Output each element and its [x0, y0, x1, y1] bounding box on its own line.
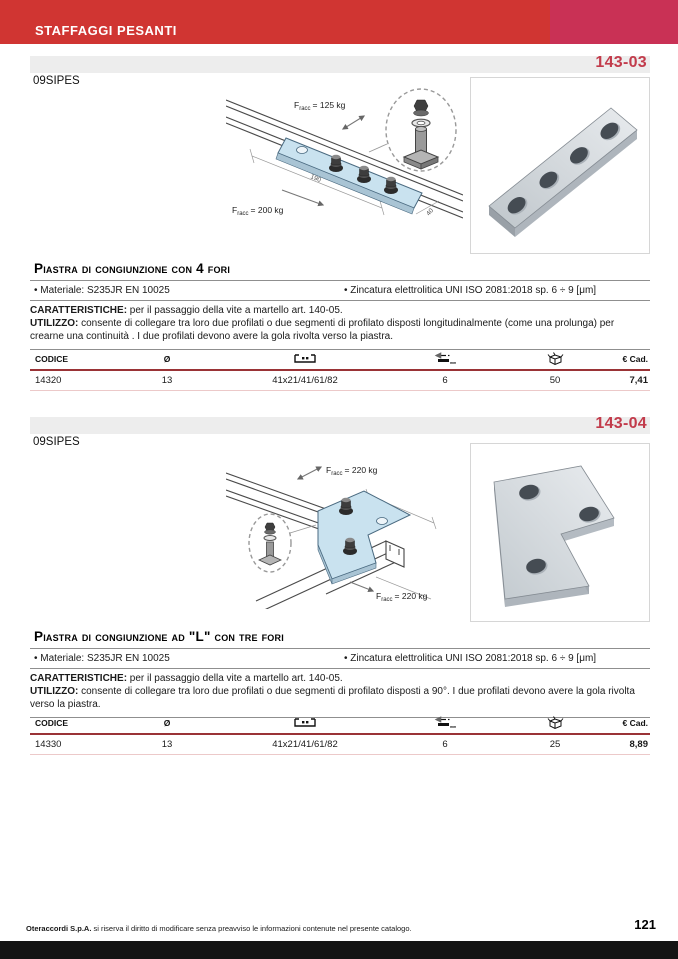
coating-spec: • Zincatura elettrolitica UNI ISO 2081:2018 sp. 6 ÷ 9 [μm]: [344, 653, 597, 664]
spec-table-header: [30, 712, 650, 735]
caratteristiche-line: CARATTERISTICHE: per il passaggio della vite a martello art. 140-05.: [30, 305, 343, 316]
cell-profile: 41x21/41/61/82: [272, 739, 338, 750]
dim-width-label: 40: [425, 207, 436, 218]
material-row: [30, 283, 650, 301]
cell-pack: 50: [549, 375, 561, 386]
spec-table-header: [30, 348, 650, 371]
company-name: Oteraccordi S.p.A.: [26, 924, 92, 933]
product-section-143-03: [0, 56, 678, 406]
family-code: 09SIPES: [33, 75, 80, 87]
header-bar: [0, 0, 678, 44]
cell-thickness: 6: [442, 739, 448, 750]
svg-text:mm: mm: [450, 725, 456, 729]
material-spec: • Materiale: S235JR EN 10025: [34, 653, 170, 664]
product-photo-l-plate: [471, 444, 649, 621]
col-codice: CODICE: [35, 353, 69, 364]
cell-diameter: 13: [161, 375, 173, 386]
cell-thickness: 6: [442, 375, 448, 386]
cell-pack: 25: [549, 739, 561, 750]
l-connection-plate: [318, 491, 410, 579]
description-block: [30, 302, 650, 350]
plate-hole: [297, 147, 308, 154]
load-label-bottom: $F_{racc} = 200$ kg: [232, 205, 284, 217]
bolt-detail: [404, 100, 438, 169]
bolt-detail: [259, 523, 281, 565]
package-box-icon: [547, 351, 564, 366]
plate-hole: [377, 518, 388, 525]
footer-disclaimer: Oteraccordi S.p.A. si riserva il diritto di modificare senza preavviso le informazioni contenute nel presente catalogo.: [26, 924, 412, 933]
col-price: € Cad.: [622, 353, 648, 364]
cell-codice: 14320: [35, 375, 62, 386]
technical-drawing-l-plate: [226, 449, 463, 609]
product-title: Piastra di congiunzione con 4 fori: [30, 261, 650, 281]
product-title: Piastra di congiunzione ad "L" con tre fori: [30, 629, 650, 649]
spec-table: [30, 348, 650, 391]
svg-text:mm: mm: [450, 361, 456, 365]
rail-lines: [226, 473, 398, 609]
article-ref: 143-04: [595, 415, 647, 432]
cell-diameter: 13: [161, 739, 173, 750]
bottom-black-bar: [0, 941, 678, 959]
material-row: [30, 651, 650, 669]
profile-section-icon: [293, 352, 317, 365]
thickness-icon: [434, 352, 456, 365]
product-photo-box: [470, 443, 650, 622]
load-label-bottom: $F_{racc} = 220$ kg: [376, 591, 428, 603]
product-photo-4-hole-plate: [471, 78, 649, 253]
cell-price: 8,89: [629, 739, 648, 750]
channel-end-face: [386, 541, 404, 567]
cell-price: 7,41: [629, 375, 648, 386]
product-photo-box: [470, 77, 650, 254]
col-price: € Cad.: [622, 717, 648, 728]
cell-profile: 41x21/41/61/82: [272, 375, 338, 386]
coating-spec: • Zincatura elettrolitica UNI ISO 2081:2018 sp. 6 ÷ 9 [μm]: [344, 285, 597, 296]
product-section-143-04: [0, 417, 678, 767]
col-codice: CODICE: [35, 717, 69, 728]
article-ref: 143-03: [595, 54, 647, 71]
package-box-icon: [547, 715, 564, 730]
thickness-icon: [434, 716, 456, 729]
col-diameter: Ø: [163, 353, 171, 364]
utilizzo-line: UTILIZZO: consente di collegare tra loro due profilati o due segmenti di profilato disposti longitudinalmente (come una prolunga) per crearne una continuità . I due profilati devono avere la gola rivolta verso la piastra.: [30, 318, 615, 342]
family-code: 09SIPES: [33, 436, 80, 448]
table-row: [30, 371, 650, 391]
header-accent-block: [550, 0, 678, 44]
utilizzo-line: UTILIZZO: consente di collegare tra loro due profilati o due segmenti di profilato disposti a 90°. I due profilati devono avere la gola rivolta verso la piastra.: [30, 686, 635, 710]
page-number: 121: [634, 917, 656, 932]
category-title: STAFFAGGI PESANTI: [35, 23, 177, 38]
load-label-top: $F_{racc} = 125$ kg: [294, 100, 346, 112]
description-block: [30, 670, 650, 718]
spec-table: [30, 712, 650, 755]
material-spec: • Materiale: S235JR EN 10025: [34, 285, 170, 296]
profile-section-icon: [293, 716, 317, 729]
technical-drawing-4-hole-plate: [226, 86, 463, 246]
table-row: [30, 735, 650, 755]
cell-codice: 14330: [35, 739, 62, 750]
caratteristiche-line: CARATTERISTICHE: per il passaggio della vite a martello art. 140-05.: [30, 673, 343, 684]
ref-strip: [30, 417, 650, 434]
col-diameter: Ø: [163, 717, 171, 728]
dim-length-label: 190: [309, 173, 322, 184]
load-label-top: $F_{racc} = 220$ kg: [326, 465, 378, 477]
ref-strip: [30, 56, 650, 73]
